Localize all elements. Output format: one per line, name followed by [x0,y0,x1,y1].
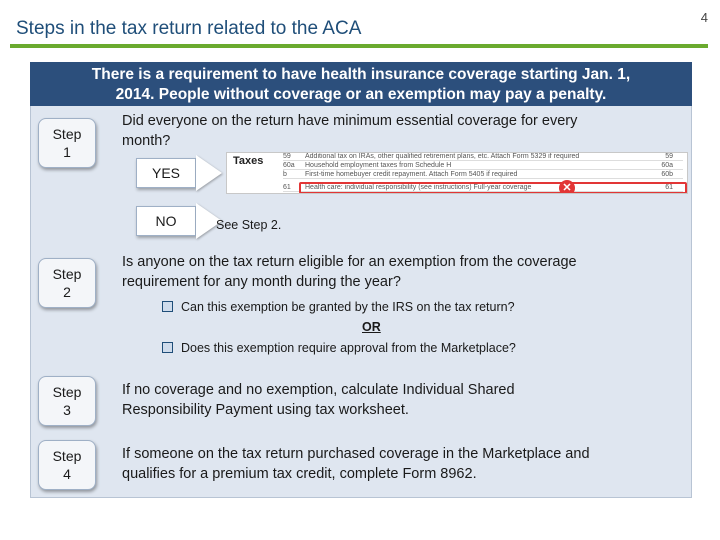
form-line-61-highlight [299,182,687,194]
form-row-text: Household employment taxes from Schedule H [305,162,452,169]
banner-line-2: 2014. People without coverage or an exemption may pay a penalty. [115,86,607,103]
step-2-label: Step [52,266,82,282]
form-row-number: 61 [283,184,291,191]
option-text: Can this exemption be granted by the IRS on the tax return? [181,300,515,314]
step-1-question-line-2: month? [122,133,171,149]
yes-arrow-icon [196,155,222,191]
or-divider-label: OR [362,320,381,334]
option-text: Does this exemption require approval from the Marketplace? [181,341,516,355]
checked-x-icon: ✕ [559,180,575,194]
form-row [283,153,683,161]
form-row-text: First-time homebuyer credit repayment. Attach Form 5405 if required [305,171,518,178]
step-3-text [122,380,515,420]
step-4-text-line-1: If someone on the tax return purchased coverage in the Marketplace and [122,446,590,462]
form-row-number: 60a [283,162,295,169]
step-2-number: 2 [63,284,71,300]
step-1-question-line-1: Did everyone on the return have minimum essential coverage for every [122,113,578,129]
form-section-label: Taxes [233,155,264,167]
step-4-text-line-2: qualifies for a premium tax credit, complete Form 8962. [122,466,477,482]
form-row-line: 59 [665,153,673,160]
step-2-option-irs [162,299,515,315]
step-3-label: Step [52,384,82,400]
step-4-text [122,444,590,484]
step-3-number: 3 [63,402,71,418]
yes-tag: YES [136,158,196,188]
step-1-number: 1 [63,144,71,160]
banner-line-1: There is a requirement to have health insurance coverage starting Jan. 1, [91,66,631,83]
form-row-line: 61 [665,184,673,191]
see-step-2-text: See Step 2. [216,218,282,232]
no-tag: NO [136,206,196,236]
form-row-text: Additional tax on IRAs, other qualified retirement plans, etc. Attach Form 5329 if required [305,153,580,160]
page-number: 4 [700,10,708,25]
step-4-label: Step [52,448,82,464]
step-3-badge [38,376,96,426]
title-divider [10,44,708,48]
form-row-number: 59 [283,153,291,160]
step-4-number: 4 [63,466,71,482]
requirement-banner [30,62,692,106]
form-row [283,171,683,179]
form-row-text: Health care: individual responsibility (see instructions) Full-year coverage [305,184,532,191]
step-3-text-line-2: Responsibility Payment using tax worksheet. [122,402,409,418]
checkbox-icon [162,342,173,353]
step-4-badge [38,440,96,490]
form-row-number: b [283,171,287,178]
step-3-text-line-1: If no coverage and no exemption, calculate Individual Shared [122,382,515,398]
form-1040-excerpt [226,152,688,194]
step-2-badge [38,258,96,308]
page-title: Steps in the tax return related to the ACA [16,18,362,39]
step-1-question [122,111,577,151]
step-2-question-line-2: requirement for any month during the year? [122,274,401,290]
step-1-badge [38,118,96,168]
step-2-question-line-1: Is anyone on the tax return eligible for an exemption from the coverage [122,254,577,270]
step-2-option-marketplace [162,340,516,356]
form-row-line: 60a [661,162,673,169]
step-1-label: Step [52,126,82,142]
step-2-question [122,252,577,292]
form-row-line: 60b [661,171,673,178]
form-row [283,162,683,170]
checkbox-icon [162,301,173,312]
